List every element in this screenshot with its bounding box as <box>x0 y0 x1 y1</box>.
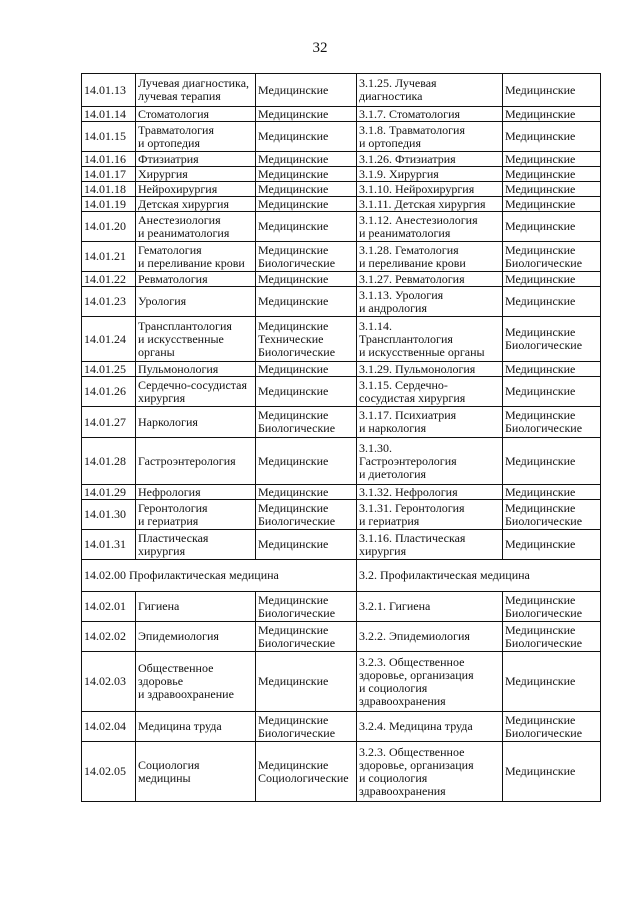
new-specialty: 3.1.10. Нейрохирургия <box>357 182 503 197</box>
old-specialty: Нейрохирургия <box>136 182 256 197</box>
specialty-correspondence-table <box>81 73 601 802</box>
old-science-branch: Медицинские <box>256 107 357 122</box>
new-science-branch: Медицинские <box>503 122 601 152</box>
old-code: 14.01.24 <box>82 317 136 362</box>
new-science-branch: Медицинские <box>503 652 601 712</box>
new-specialty: 3.1.16. Пластическая хирургия <box>357 530 503 560</box>
old-specialty: Гигиена <box>136 592 256 622</box>
old-science-branch: Медицинские <box>256 377 357 407</box>
old-code: 14.01.26 <box>82 377 136 407</box>
table-row <box>82 74 601 107</box>
table-row <box>82 317 601 362</box>
old-science-branch: Медицинские Биологические <box>256 622 357 652</box>
table-row <box>82 485 601 500</box>
page-number: 32 <box>312 40 328 56</box>
old-code: 14.01.16 <box>82 152 136 167</box>
new-specialty: 3.1.31. Геронтология и гериатрия <box>357 500 503 530</box>
table-row <box>82 107 601 122</box>
table-row <box>82 742 601 802</box>
table-row <box>82 212 601 242</box>
old-specialty: Фтизиатрия <box>136 152 256 167</box>
table-row <box>82 407 601 438</box>
old-specialty: Эпидемиология <box>136 622 256 652</box>
old-specialty: Медицина труда <box>136 712 256 742</box>
new-science-branch: Медицинские <box>503 530 601 560</box>
old-specialty: Общественное здоровье и здравоохранение <box>136 652 256 712</box>
old-science-branch: Медицинские Биологические <box>256 712 357 742</box>
old-specialty: Геронтология и гериатрия <box>136 500 256 530</box>
old-science-branch: Медицинские <box>256 652 357 712</box>
new-science-branch: Медицинские <box>503 197 601 212</box>
old-science-branch: Медицинские Биологические <box>256 242 357 272</box>
table-row <box>82 377 601 407</box>
old-science-branch: Медицинские <box>256 182 357 197</box>
old-code: 14.01.28 <box>82 438 136 485</box>
new-science-branch: Медицинские <box>503 167 601 182</box>
table-row <box>82 287 601 317</box>
old-specialty: Лучевая диагностика, лучевая терапия <box>136 74 256 107</box>
table-row <box>82 438 601 485</box>
new-specialty: 3.1.15. Сердечно- сосудистая хирургия <box>357 377 503 407</box>
old-science-branch: Медицинские <box>256 438 357 485</box>
old-code: 14.01.18 <box>82 182 136 197</box>
old-science-branch: Медицинские <box>256 287 357 317</box>
old-specialty: Анестезиология и реаниматология <box>136 212 256 242</box>
old-specialty: Стоматология <box>136 107 256 122</box>
new-specialty: 3.1.29. Пульмонология <box>357 362 503 377</box>
table-row <box>82 712 601 742</box>
old-specialty: Сердечно-сосудистая хирургия <box>136 377 256 407</box>
new-science-branch: Медицинские <box>503 377 601 407</box>
old-specialty: Гастроэнтерология <box>136 438 256 485</box>
section-header-row <box>82 560 601 592</box>
new-section-title: 3.2. Профилактическая медицина <box>357 560 601 592</box>
old-science-branch: Медицинские Биологические <box>256 500 357 530</box>
table-row <box>82 622 601 652</box>
table-row <box>82 500 601 530</box>
new-science-branch: Медицинские <box>503 438 601 485</box>
new-science-branch: Медицинские <box>503 485 601 500</box>
table-row <box>82 530 601 560</box>
new-science-branch: Медицинские Биологические <box>503 622 601 652</box>
old-code: 14.02.05 <box>82 742 136 802</box>
old-science-branch: Медицинские <box>256 122 357 152</box>
old-code: 14.01.19 <box>82 197 136 212</box>
old-science-branch: Медицинские Технические Биологические <box>256 317 357 362</box>
old-specialty: Ревматология <box>136 272 256 287</box>
new-specialty: 3.1.8. Травматология и ортопедия <box>357 122 503 152</box>
table-row <box>82 242 601 272</box>
old-science-branch: Медицинские <box>256 212 357 242</box>
table-row <box>82 362 601 377</box>
old-code: 14.01.20 <box>82 212 136 242</box>
old-science-branch: Медицинские <box>256 197 357 212</box>
old-code: 14.01.29 <box>82 485 136 500</box>
old-science-branch: Медицинские <box>256 152 357 167</box>
new-specialty: 3.2.4. Медицина труда <box>357 712 503 742</box>
old-science-branch: Медицинские <box>256 167 357 182</box>
old-code: 14.02.01 <box>82 592 136 622</box>
new-specialty: 3.2.2. Эпидемиология <box>357 622 503 652</box>
old-code: 14.01.27 <box>82 407 136 438</box>
old-specialty: Урология <box>136 287 256 317</box>
old-section-title: 14.02.00 Профилактическая медицина <box>82 560 357 592</box>
new-specialty: 3.1.28. Гематология и переливание крови <box>357 242 503 272</box>
new-specialty: 3.1.32. Нефрология <box>357 485 503 500</box>
old-specialty: Пульмонология <box>136 362 256 377</box>
new-specialty: 3.1.13. Урология и андрология <box>357 287 503 317</box>
old-code: 14.01.13 <box>82 74 136 107</box>
new-specialty: 3.1.7. Стоматология <box>357 107 503 122</box>
new-science-branch: Медицинские <box>503 272 601 287</box>
old-specialty: Детская хирургия <box>136 197 256 212</box>
table-row <box>82 122 601 152</box>
old-specialty: Наркология <box>136 407 256 438</box>
old-specialty: Пластическая хирургия <box>136 530 256 560</box>
new-specialty: 3.2.3. Общественное здоровье, организация и социология здравоохранения <box>357 652 503 712</box>
old-science-branch: Медицинские <box>256 74 357 107</box>
new-science-branch: Медицинские <box>503 182 601 197</box>
old-specialty: Социология медицины <box>136 742 256 802</box>
old-specialty: Хирургия <box>136 167 256 182</box>
old-specialty: Травматология и ортопедия <box>136 122 256 152</box>
new-science-branch: Медицинские Биологические <box>503 712 601 742</box>
new-specialty: 3.1.12. Анестезиология и реаниматология <box>357 212 503 242</box>
table-row <box>82 272 601 287</box>
old-code: 14.01.23 <box>82 287 136 317</box>
new-science-branch: Медицинские <box>503 362 601 377</box>
new-science-branch: Медицинские Биологические <box>503 242 601 272</box>
old-specialty: Нефрология <box>136 485 256 500</box>
old-code: 14.01.31 <box>82 530 136 560</box>
old-science-branch: Медицинские <box>256 272 357 287</box>
new-specialty: 3.2.1. Гигиена <box>357 592 503 622</box>
table-row <box>82 652 601 712</box>
new-specialty: 3.1.26. Фтизиатрия <box>357 152 503 167</box>
new-specialty: 3.1.9. Хирургия <box>357 167 503 182</box>
table-row <box>82 592 601 622</box>
old-science-branch: Медицинские Биологические <box>256 407 357 438</box>
new-specialty: 3.1.30. Гастроэнтерология и диетология <box>357 438 503 485</box>
old-code: 14.01.21 <box>82 242 136 272</box>
old-science-branch: Медицинские <box>256 362 357 377</box>
old-science-branch: Медицинские <box>256 485 357 500</box>
new-science-branch: Медицинские <box>503 742 601 802</box>
table-row <box>82 167 601 182</box>
new-science-branch: Медицинские Биологические <box>503 317 601 362</box>
old-code: 14.02.04 <box>82 712 136 742</box>
old-code: 14.01.14 <box>82 107 136 122</box>
old-code: 14.02.02 <box>82 622 136 652</box>
old-science-branch: Медицинские Социологические <box>256 742 357 802</box>
new-science-branch: Медицинские Биологические <box>503 592 601 622</box>
old-code: 14.01.25 <box>82 362 136 377</box>
table-row <box>82 182 601 197</box>
old-science-branch: Медицинские <box>256 530 357 560</box>
old-specialty: Гематология и переливание крови <box>136 242 256 272</box>
new-science-branch: Медицинские Биологические <box>503 500 601 530</box>
table-row <box>82 197 601 212</box>
old-science-branch: Медицинские Биологические <box>256 592 357 622</box>
new-specialty: 3.1.14. Трансплантология и искусственные органы <box>357 317 503 362</box>
new-specialty: 3.2.3. Общественное здоровье, организация и социология здравоохранения <box>357 742 503 802</box>
new-science-branch: Медицинские <box>503 152 601 167</box>
new-science-branch: Медицинские <box>503 212 601 242</box>
old-code: 14.01.15 <box>82 122 136 152</box>
old-code: 14.01.22 <box>82 272 136 287</box>
old-code: 14.01.30 <box>82 500 136 530</box>
new-science-branch: Медицинские <box>503 74 601 107</box>
new-science-branch: Медицинские <box>503 287 601 317</box>
new-specialty: 3.1.25. Лучевая диагностика <box>357 74 503 107</box>
new-science-branch: Медицинские <box>503 107 601 122</box>
new-specialty: 3.1.11. Детская хирургия <box>357 197 503 212</box>
old-code: 14.02.03 <box>82 652 136 712</box>
table-row <box>82 152 601 167</box>
new-science-branch: Медицинские Биологические <box>503 407 601 438</box>
old-code: 14.01.17 <box>82 167 136 182</box>
table-body <box>82 74 601 802</box>
new-specialty: 3.1.27. Ревматология <box>357 272 503 287</box>
new-specialty: 3.1.17. Психиатрия и наркология <box>357 407 503 438</box>
old-specialty: Трансплантология и искусственные органы <box>136 317 256 362</box>
